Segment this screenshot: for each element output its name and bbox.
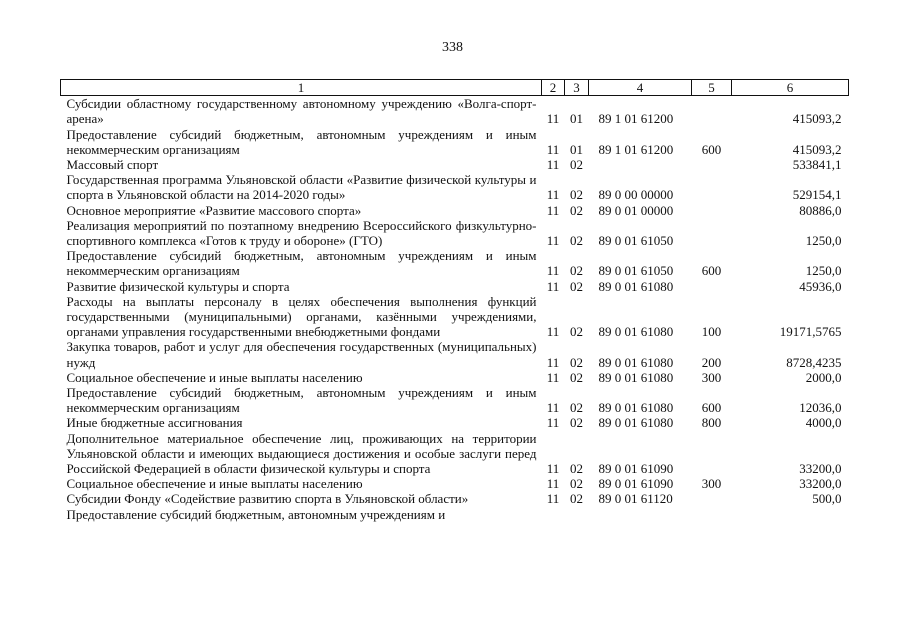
table-row <box>61 370 849 385</box>
table-row <box>61 294 849 340</box>
row-code: 89 0 00 00000 <box>598 187 674 203</box>
row-name: Социальное обеспечение и иные выплаты населению <box>66 476 363 492</box>
header-col-code: 4 <box>589 80 692 96</box>
row-code: 89 0 01 61050 <box>598 263 674 279</box>
row-subsection: 02 <box>570 324 583 340</box>
row-type <box>692 157 732 172</box>
table-row <box>61 203 849 218</box>
row-amount: 529154,1 <box>792 187 842 203</box>
row-type <box>692 279 732 294</box>
header-col-amount: 6 <box>732 80 849 96</box>
row-name: Реализация мероприятий по поэтапному внедрению Всероссийского физкультурно-спортивного комплекса «Готов к труду и обороне» (ГТО) <box>66 217 537 249</box>
row-subsection: 02 <box>570 278 583 294</box>
header-col-section: 2 <box>542 80 565 96</box>
row-subsection: 02 <box>570 187 583 203</box>
row-subsection: 02 <box>570 461 583 477</box>
header-col-subsection: 3 <box>565 80 589 96</box>
row-type: 200 <box>701 354 722 370</box>
row-amount: 19171,5765 <box>779 324 842 340</box>
table-row <box>61 127 849 157</box>
table-row <box>61 279 849 294</box>
row-code: 89 1 01 61200 <box>598 111 674 127</box>
header-col-type: 5 <box>692 80 732 96</box>
row-section: 11 <box>546 324 560 340</box>
row-amount: 12036,0 <box>799 400 842 416</box>
row-code: 89 0 01 61090 <box>598 476 674 492</box>
row-subsection: 02 <box>570 157 583 173</box>
row-type: 600 <box>701 263 722 279</box>
row-code <box>589 157 692 172</box>
row-section: 11 <box>546 263 560 279</box>
row-subsection <box>565 507 589 522</box>
table-row <box>61 157 849 172</box>
row-section: 11 <box>546 111 560 127</box>
row-type: 800 <box>701 415 722 431</box>
table-row <box>61 431 849 477</box>
row-subsection: 02 <box>570 369 583 385</box>
row-name: Предоставление субсидий бюджетным, автономным учреждениям и иным некоммерческим организациям <box>66 126 537 157</box>
row-amount: 533841,1 <box>792 157 842 173</box>
row-name: Субсидии областному государственному автономному учреждению «Волга-спорт-арена» <box>66 96 537 127</box>
table-row <box>61 476 849 491</box>
row-section: 11 <box>546 187 560 203</box>
row-type <box>692 218 732 248</box>
row-section: 11 <box>546 157 560 173</box>
row-code <box>589 507 692 522</box>
row-name: Социальное обеспечение и иные выплаты населению <box>66 369 363 385</box>
row-subsection: 02 <box>570 415 583 431</box>
row-type: 300 <box>701 369 722 385</box>
row-code: 89 1 01 61200 <box>598 141 674 157</box>
header-col-name: 1 <box>61 80 542 96</box>
row-amount: 45936,0 <box>799 278 842 294</box>
row-amount: 33200,0 <box>799 461 842 477</box>
row-section: 11 <box>546 354 560 370</box>
row-amount: 33200,0 <box>799 476 842 492</box>
row-amount: 2000,0 <box>805 369 842 385</box>
row-section: 11 <box>546 491 560 507</box>
row-code: 89 0 01 00000 <box>598 202 674 218</box>
row-type <box>692 96 732 127</box>
budget-table <box>60 79 849 522</box>
row-type <box>692 507 732 522</box>
row-section: 11 <box>546 415 560 431</box>
table-body <box>61 96 849 522</box>
row-subsection: 02 <box>570 263 583 279</box>
row-section: 11 <box>546 278 560 294</box>
row-name: Предоставление субсидий бюджетным, автономным учреждениям и иным некоммерческим организациям <box>66 385 537 416</box>
table-row <box>61 339 849 369</box>
row-section: 11 <box>546 476 560 492</box>
row-section: 11 <box>546 141 560 157</box>
row-type <box>692 203 732 218</box>
table-row <box>61 248 849 278</box>
row-subsection: 02 <box>570 202 583 218</box>
row-type <box>692 491 732 506</box>
table-row <box>61 218 849 248</box>
row-section <box>542 507 565 522</box>
table-row <box>61 415 849 430</box>
table-row <box>61 385 849 415</box>
row-name: Закупка товаров, работ и услуг для обеспечения государственных (муниципальных) нужд <box>66 339 537 370</box>
table-row <box>61 172 849 202</box>
row-type: 600 <box>701 400 722 416</box>
row-section: 11 <box>546 400 560 416</box>
row-type: 300 <box>701 476 722 492</box>
row-name: Расходы на выплаты персоналу в целях обеспечения выполнения функций государственными (муниципальными) органами, казёнными учреждениями, органами управления государственными внебюджетными фондами <box>66 293 537 340</box>
row-name: Развитие физической культуры и спорта <box>66 278 290 294</box>
row-section: 11 <box>546 461 560 477</box>
row-code: 89 0 01 61080 <box>598 400 674 416</box>
row-amount: 8728,4235 <box>786 354 842 370</box>
row-code: 89 0 01 61050 <box>598 233 674 249</box>
row-subsection: 02 <box>570 233 583 249</box>
row-code: 89 0 01 61120 <box>598 491 673 507</box>
row-name: Субсидии Фонду «Содействие развитию спорта в Ульяновской области» <box>66 491 469 507</box>
row-type: 100 <box>701 324 722 340</box>
row-type: 600 <box>701 141 722 157</box>
row-section: 11 <box>546 202 560 218</box>
row-subsection: 01 <box>570 111 583 127</box>
row-subsection: 01 <box>570 141 583 157</box>
row-amount: 80886,0 <box>799 202 842 218</box>
table-row <box>61 507 849 522</box>
row-name: Иные бюджетные ассигнования <box>66 415 243 431</box>
row-amount: 4000,0 <box>805 415 842 431</box>
row-name: Государственная программа Ульяновской области «Развитие физической культуры и спорта в Ульяновской области на 2014-2020 годы» <box>66 172 537 203</box>
row-name: Дополнительное материальное обеспечение лиц, проживающих на территории Ульяновской области и имеющих выдающиеся достижения и особые заслуги перед Российской Федерацией в области физической культуры и спорта <box>66 430 537 477</box>
row-subsection: 02 <box>570 354 583 370</box>
row-amount: 500,0 <box>812 491 842 507</box>
row-code: 89 0 01 61080 <box>598 278 674 294</box>
row-code: 89 0 01 61080 <box>598 354 674 370</box>
row-code: 89 0 01 61080 <box>598 369 674 385</box>
row-name: Основное мероприятие «Развитие массового спорта» <box>66 202 362 218</box>
table-row <box>61 491 849 506</box>
row-code: 89 0 01 61090 <box>598 461 674 477</box>
row-name: Предоставление субсидий бюджетным, автономным учреждениям и иным некоммерческим организациям <box>66 248 537 279</box>
row-name: Предоставление субсидий бюджетным, автономным учреждениям и <box>66 506 446 522</box>
row-subsection: 02 <box>570 400 583 416</box>
row-section: 11 <box>546 369 560 385</box>
table-row <box>61 96 849 127</box>
row-amount: 415093,2 <box>792 111 842 127</box>
row-amount: 1250,0 <box>805 233 842 249</box>
row-code: 89 0 01 61080 <box>598 415 674 431</box>
page-number: 338 <box>442 40 463 55</box>
row-amount: 1250,0 <box>805 263 842 279</box>
row-name: Массовый спорт <box>66 157 159 173</box>
row-type <box>692 431 732 477</box>
table-header-row <box>61 80 849 96</box>
row-subsection: 02 <box>570 476 583 492</box>
row-type <box>692 172 732 202</box>
row-code: 89 0 01 61080 <box>598 324 674 340</box>
row-section: 11 <box>546 233 560 249</box>
row-amount <box>732 507 849 522</box>
row-amount: 415093,2 <box>792 141 842 157</box>
row-subsection: 02 <box>570 491 583 507</box>
